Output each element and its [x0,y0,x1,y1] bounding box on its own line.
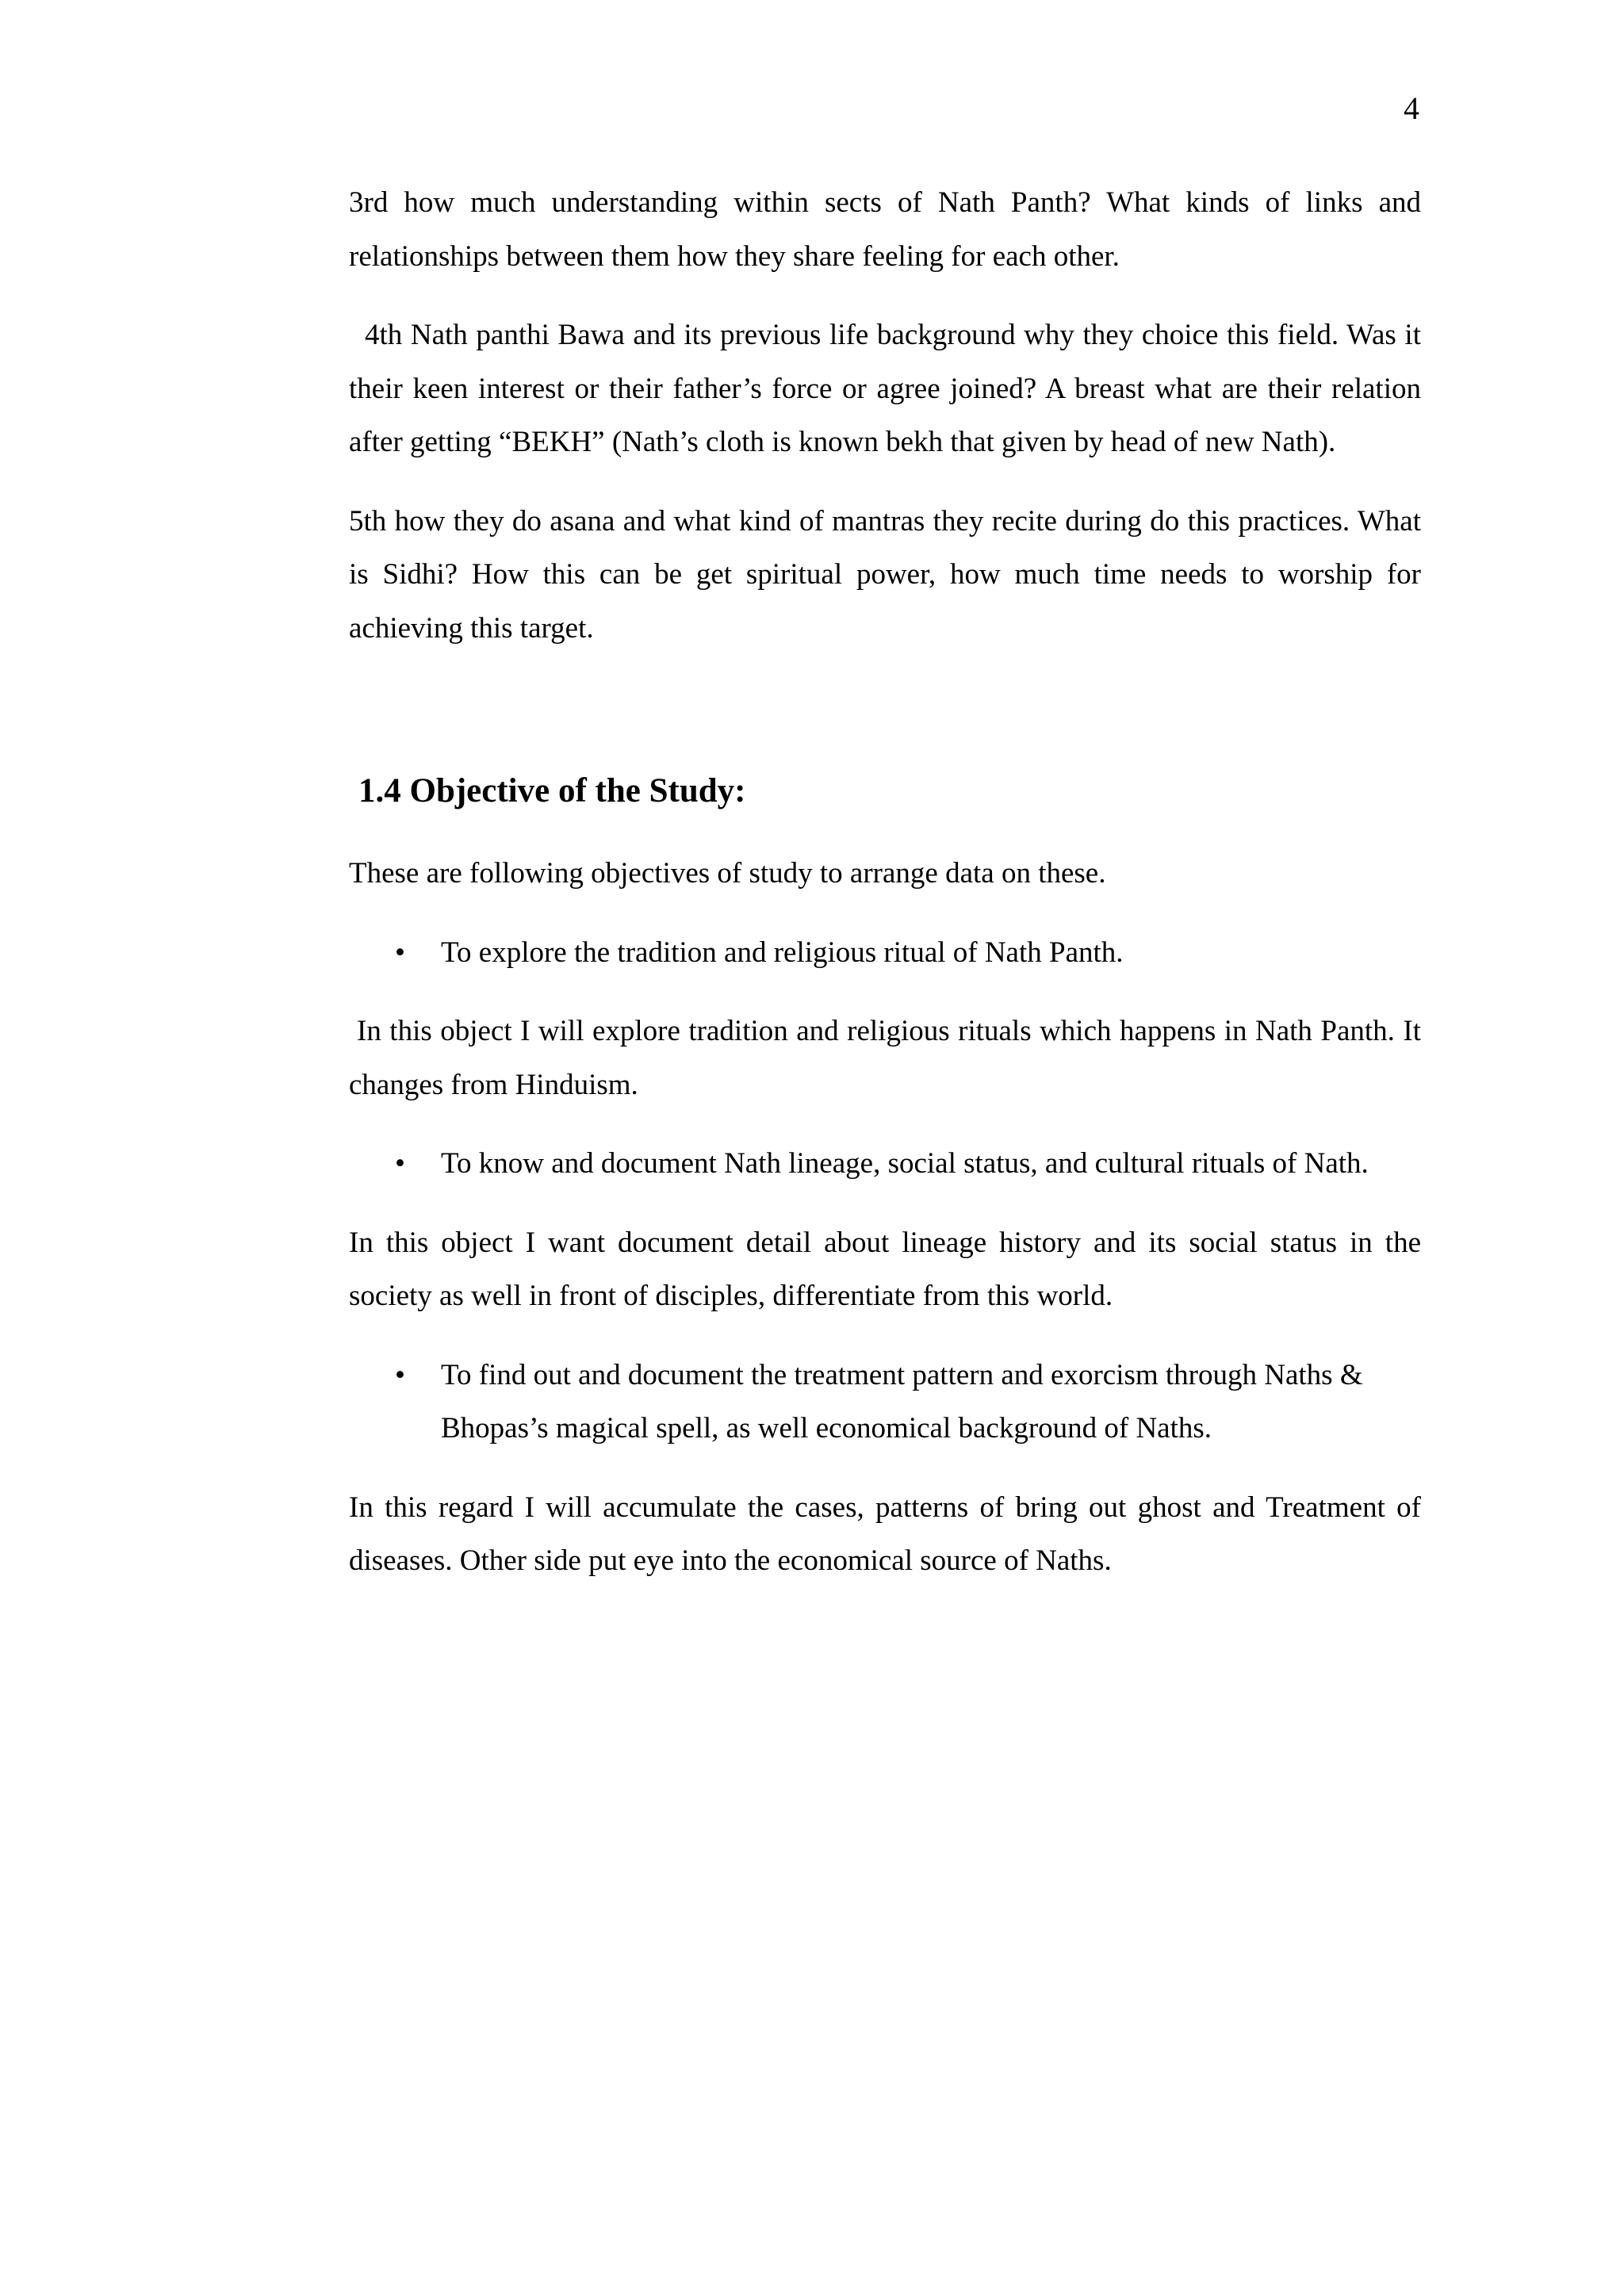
objective-bullet-1 [349,926,1421,980]
paragraph-fifth-question: 5th how they do asana and what kind of mantras they recite during do this practices. What is Sidhi? How this can be get spiritual power, how much time needs to worship for achieving this target. [349,504,1421,645]
paragraph-third-question: 3rd how much understanding within sects of Nath Panth? What kinds of links and relationships between them how they share feeling for each other. [349,186,1421,273]
objective-bullet-2 [349,1137,1421,1191]
page-number: 4 [1404,90,1419,126]
section-spacer [349,680,1421,767]
paragraph-fourth-question: 4th Nath panthi Bawa and its previous life background why they choice this field. Was it their keen interest or their father’s force or agree joined? A breast what are their relation after getting “BEKH” (Nath’s cloth is known bekh that given by head of new Nath). [349,319,1421,458]
bullet-icon: • [395,1358,405,1391]
objective-bullet-text: To find out and document the treatment pattern and exorcism through Naths & Bhopas’s magical spell, as well economical background of Naths. [441,1358,1363,1445]
objective-explanation-2: In this object I want document detail about lineage history and its social status in the society as well in front of disciples, differentiate from this world. [349,1226,1421,1312]
objective-bullet-text: To know and document Nath lineage, social status, and cultural rituals of Nath. [441,1147,1369,1180]
bullet-icon: • [395,936,405,969]
section-intro: These are following objectives of study to arrange data on these. [349,857,1106,890]
section-heading: 1.4 Objective of the Study: [358,772,746,809]
objective-bullet-3 [349,1349,1421,1456]
objective-explanation-1: In this object I will explore tradition and religious rituals which happens in Nath Panth. It changes from Hinduism. [349,1015,1421,1101]
page-content [349,176,1421,1613]
objective-explanation-3: In this regard I will accumulate the cases, patterns of bring out ghost and Treatment of diseases. Other side put eye into the economical source of Naths. [349,1490,1421,1577]
bullet-icon: • [395,1147,405,1180]
objective-bullet-text: To explore the tradition and religious ritual of Nath Panth. [441,936,1124,969]
